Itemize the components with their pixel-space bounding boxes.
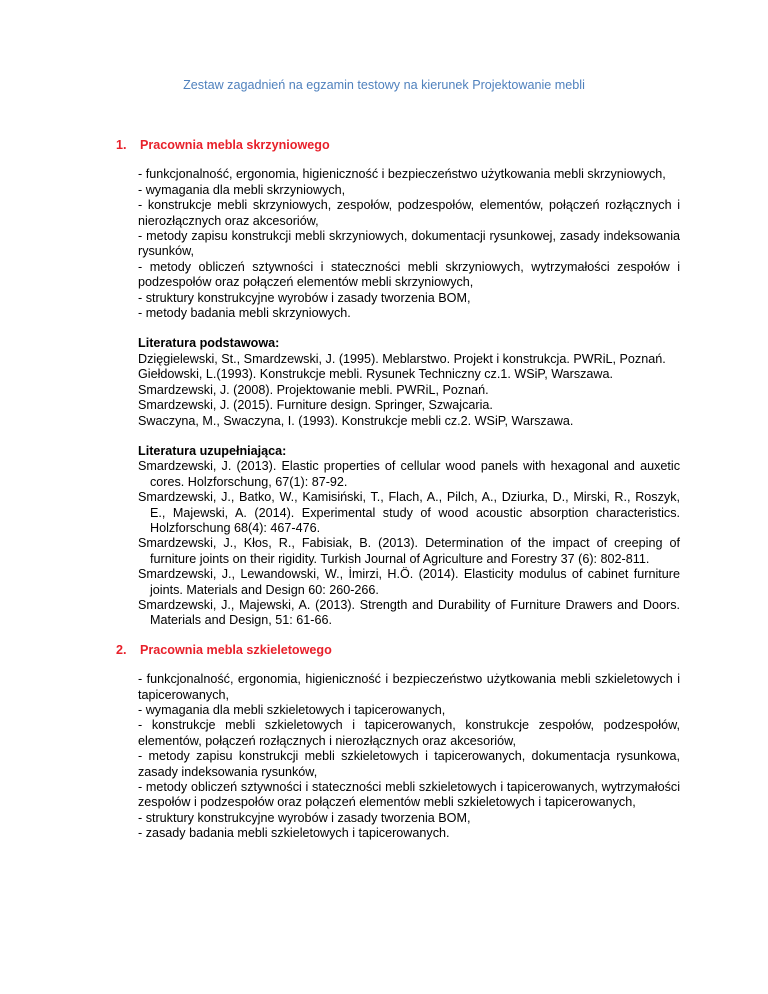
reference-item: Smardzewski, J. (2015). Furniture design. Springer, Szwajcaria. [138, 398, 493, 413]
document-body [94, 138, 680, 842]
reference-item: Swaczyna, M., Swaczyna, I. (1993). Konstrukcje mebli cz.2. WSiP, Warszawa. [138, 413, 574, 428]
reference-item: Smardzewski, J., Majewski, A. (2013). Strength and Durability of Furniture Drawers and Doors. Materials and Design, 51: 61-66. [138, 597, 680, 628]
topic-item: - metody obliczeń sztywności i stateczności mebli szkieletowych i tapicerowanych, wytrzymałości zespołów i podzespołów oraz połączeń elementów mebli szkieletowych i tapicerowanych, [138, 780, 680, 810]
reference-item: Smardzewski, J., Kłos, R., Fabisiak, B. (2013). Determination of the impact of creeping of furniture joints on their rigidity. Turkish Journal of Agriculture and Forestry 37 (6): 802-811. [138, 536, 680, 566]
topic-list [138, 167, 680, 321]
topic-item: - struktury konstrukcyjne wyrobów i zasady tworzenia BOM, [138, 810, 471, 825]
topic-item: - struktury konstrukcyjne wyrobów i zasady tworzenia BOM, [138, 290, 471, 305]
topic-item: - metody zapisu konstrukcji mebli szkieletowych i tapicerowanych, dokumentacja rysunkowa, zasady indeksowania rysunków, [138, 749, 680, 779]
section-number: 2. [116, 642, 127, 657]
topic-item: - wymagania dla mebli szkieletowych i tapicerowanych, [138, 703, 446, 717]
topic-item: - metody badania mebli skrzyniowych. [138, 306, 351, 321]
section-2 [94, 643, 680, 842]
reference-item: Giełdowski, L.(1993). Konstrukcje mebli. Rysunek Techniczny cz.1. WSiP, Warszawa. [138, 367, 614, 382]
topic-item: - wymagania dla mebli skrzyniowych, [138, 182, 346, 197]
topic-item: - zasady badania mebli szkieletowych i tapicerowanych. [138, 826, 450, 841]
topic-item: - funkcjonalność, ergonomia, higieniczność i bezpieczeństwo użytkowania mebli skrzyniowych, [138, 167, 666, 182]
topic-item: - funkcjonalność, ergonomia, higieniczność i bezpieczeństwo użytkowania mebli szkieletowych i tapicerowanych, [138, 672, 680, 702]
section-heading [116, 643, 680, 658]
section-title: Pracownia mebla szkieletowego [140, 642, 332, 657]
topic-item: - konstrukcje mebli szkieletowych i tapicerowanych, konstrukcje zespołów, podzespołów, elementów, połączeń rozłącznych i nierozłącznych oraz akcesoriów, [138, 718, 680, 748]
topic-item: - konstrukcje mebli skrzyniowych, zespołów, podzespołów, elementów, połączeń rozłącznych i nierozłącznych oraz akcesoriów, [138, 198, 680, 228]
topic-item: - metody zapisu konstrukcji mebli skrzyniowych, dokumentacji rysunkowej, zasady indeksowania rysunków, [138, 229, 680, 259]
reference-item: Smardzewski, J., Lewandowski, W., İmirzi, H.Ö. (2014). Elasticity modulus of cabinet furniture joints. Materials and Design 60: 260-266. [138, 567, 680, 597]
literature-basic-list [138, 352, 680, 429]
literature-basic-heading: Literatura podstawowa: [138, 336, 280, 351]
topic-item: - metody obliczeń sztywności i stateczności mebli skrzyniowych, wytrzymałości zespołów i podzespołów oraz połączeń elementów mebli skrzyniowych, [138, 259, 680, 290]
literature-extra-list [138, 459, 680, 628]
section-1 [94, 138, 680, 629]
reference-item: Dzięgielewski, St., Smardzewski, J. (1995). Meblarstwo. Projekt i konstrukcja. PWRiL, Poznań. [138, 351, 666, 366]
reference-item: Smardzewski, J. (2008). Projektowanie mebli. PWRiL, Poznań. [138, 382, 489, 397]
reference-item: Smardzewski, J. (2013). Elastic properties of cellular wood panels with hexagonal and auxetic cores. Holzforschung, 67(1): 87-92. [138, 459, 680, 489]
section-title: Pracownia mebla skrzyniowego [140, 138, 330, 152]
literature-extra-heading: Literatura uzupełniająca: [138, 443, 287, 458]
reference-item: Smardzewski, J., Batko, W., Kamisiński, T., Flach, A., Pilch, A., Dziurka, D., Mirski, R., Roszyk, E., Majewski, A. (2014). Experimental study of wood acoustic absorption characteristics. Holzforschung 68(4): 467-476. [138, 490, 680, 535]
document-title: Zestaw zagadnień na egzamin testowy na kierunek Projektowanie mebli [183, 78, 585, 92]
topic-list [138, 672, 680, 841]
section-heading [116, 138, 680, 153]
section-number: 1. [116, 138, 127, 152]
